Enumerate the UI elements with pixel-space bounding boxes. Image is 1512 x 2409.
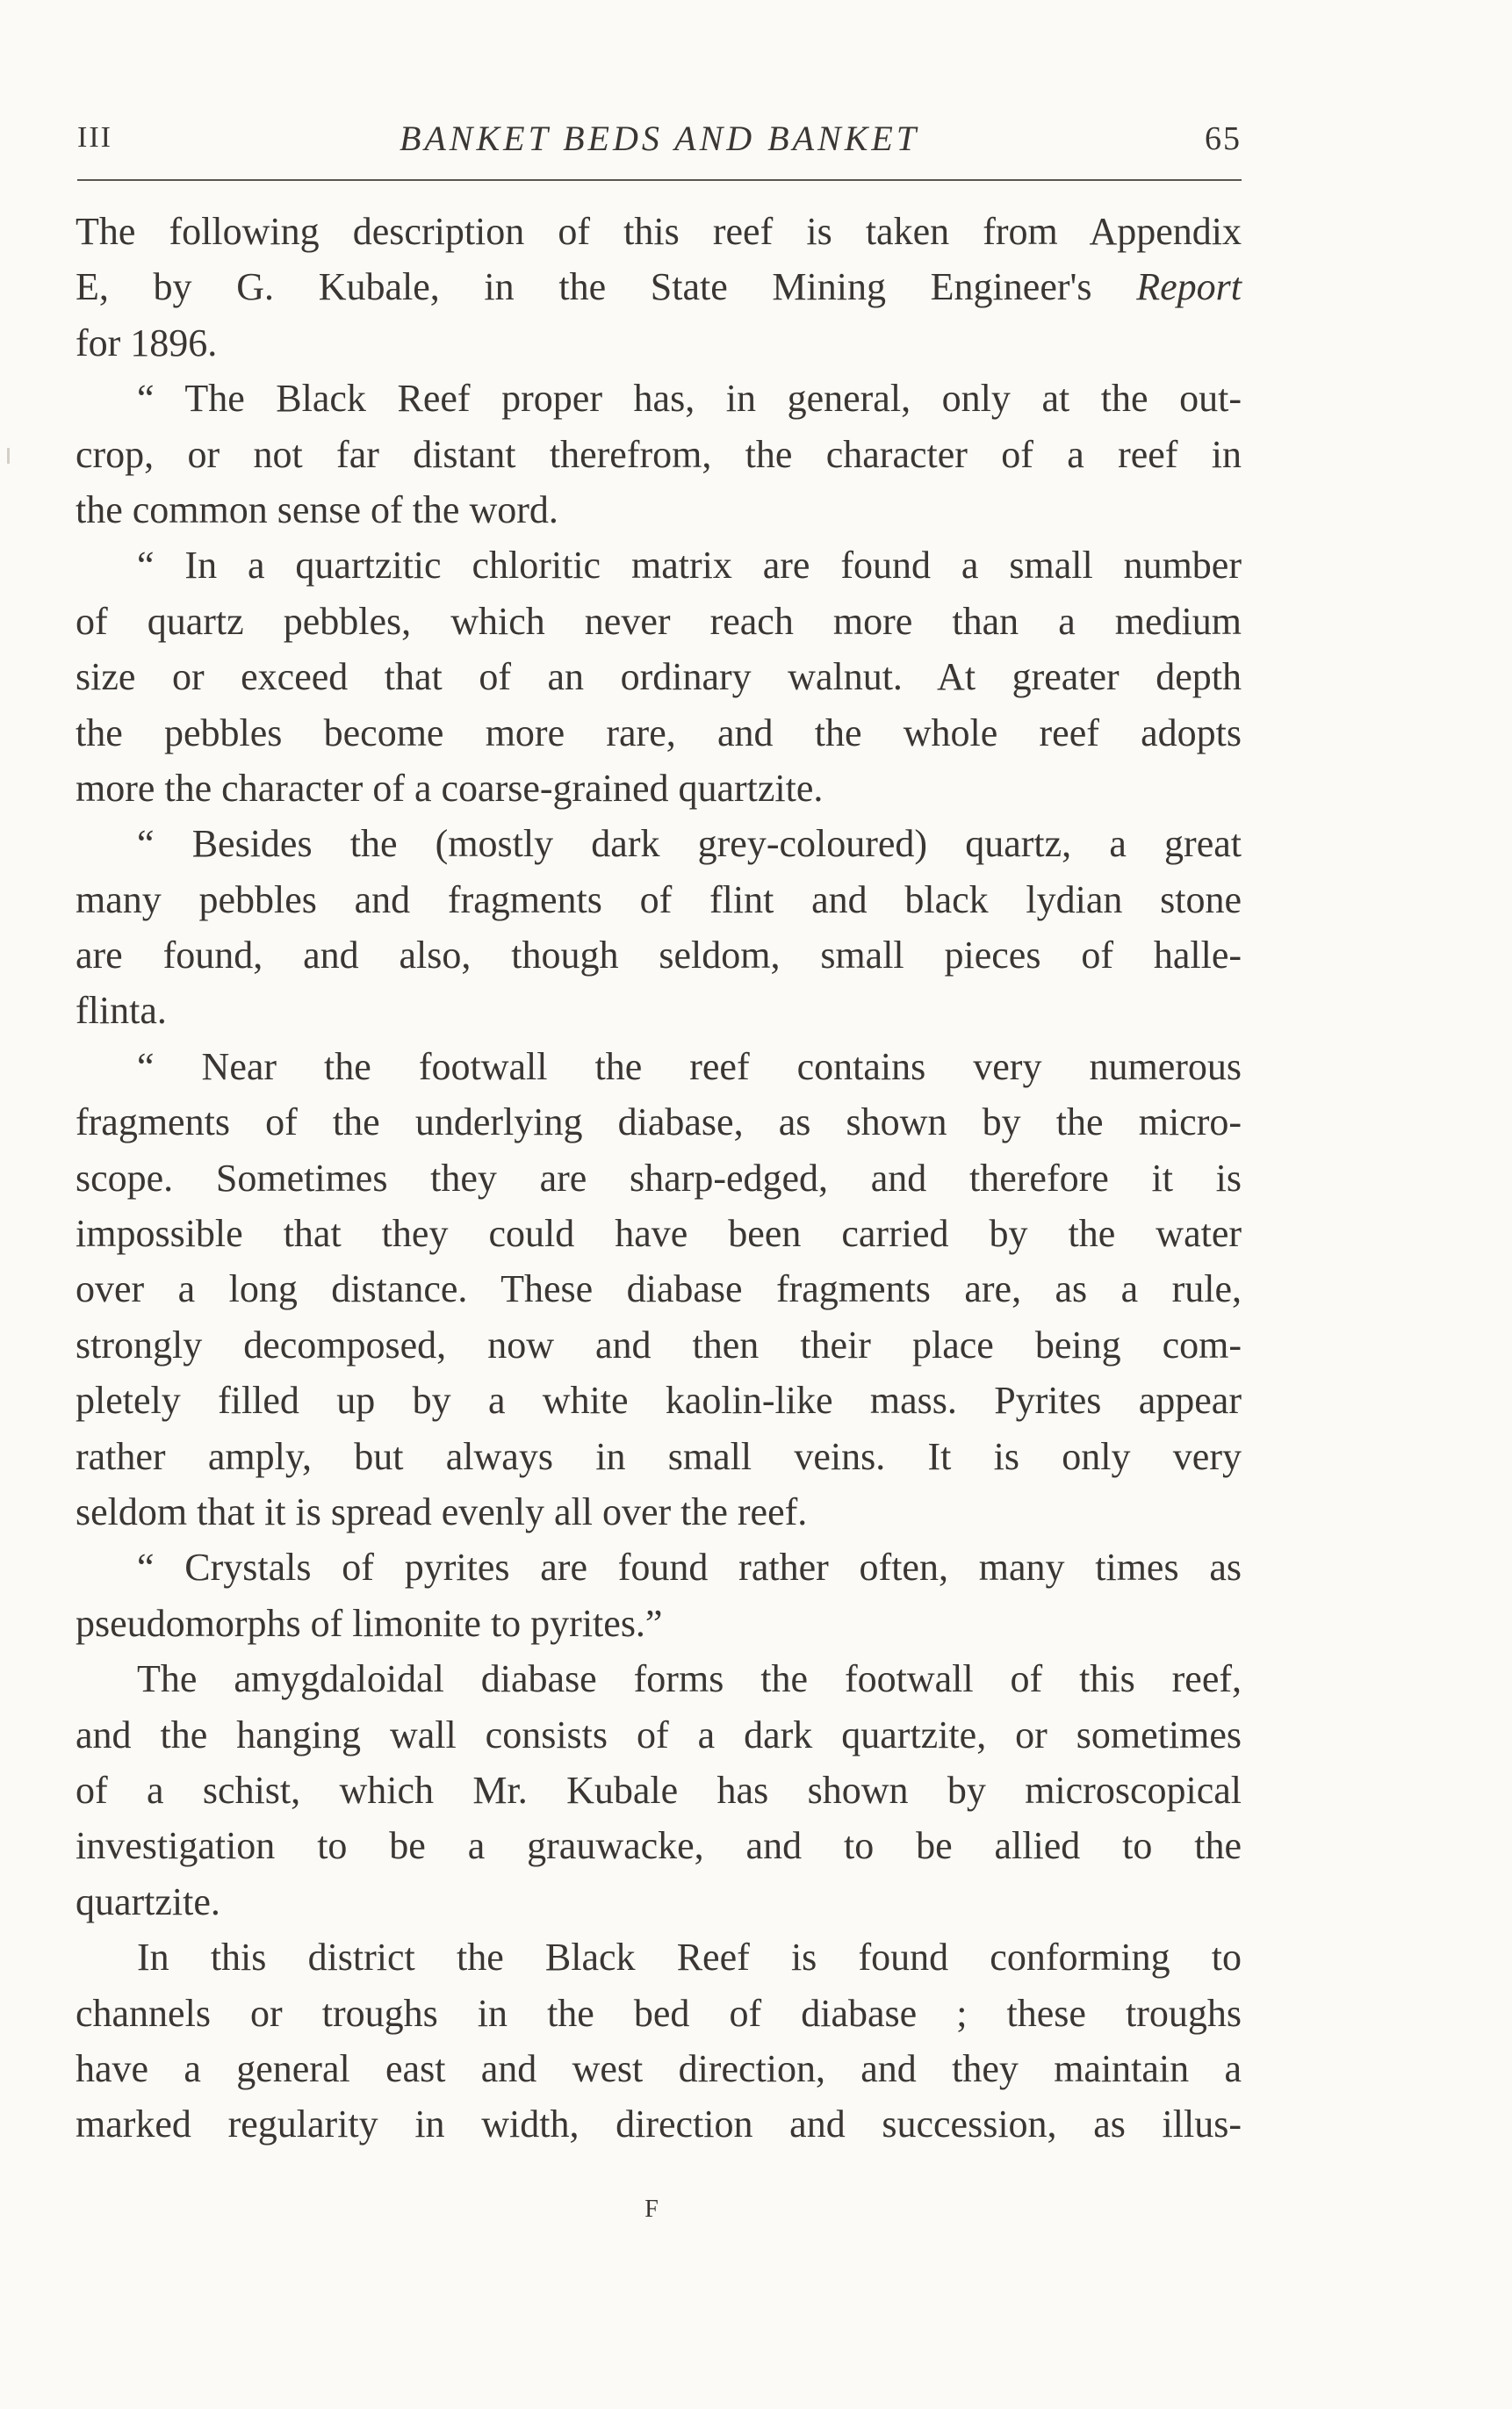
text-line-content: of a schist, which Mr. Kubale has shown by microscopical xyxy=(76,1768,1242,1812)
text-line-content: are found, and also, though seldom, small pieces of halle- xyxy=(76,934,1242,977)
text-line xyxy=(76,1261,1242,1316)
text-line-content: “ Crystals of pyrites are found rather often, many times as xyxy=(137,1546,1242,1590)
running-title: BANKET BEDS AND BANKET xyxy=(399,119,920,158)
text-line-content: marked regularity in width, direction and succession, as illus- xyxy=(76,2102,1242,2146)
text-line xyxy=(76,872,1242,927)
text-line xyxy=(76,1596,1242,1651)
text-line-content: “ The Black Reef proper has, in general, only at the out- xyxy=(137,377,1242,421)
text-line-content: In this district the Black Reef is found conforming to xyxy=(137,1936,1242,1980)
page-number: 65 xyxy=(1205,120,1242,157)
text-line-content: over a long distance. These diabase fragments are, as a rule, xyxy=(76,1267,1242,1311)
text-line xyxy=(76,1206,1242,1261)
text-line-content: of quartz pebbles, which never reach more than a medium xyxy=(76,599,1242,643)
text-line-content: strongly decomposed, now and then their place being com- xyxy=(76,1323,1242,1367)
text-line xyxy=(76,649,1242,704)
text-line-content: flinta. xyxy=(76,989,167,1033)
text-line xyxy=(76,2096,1242,2152)
text-line xyxy=(76,705,1242,761)
text-line-content: more the character of a coarse-grained quartzite. xyxy=(76,766,824,810)
text-line-content: The following description of this reef is taken from Appendix xyxy=(76,210,1242,253)
text-line xyxy=(76,1874,1242,1929)
text-line xyxy=(76,1094,1242,1150)
text-line-content: “ In a quartzitic chloritic matrix are found a small number xyxy=(137,544,1242,588)
text-line-content: for 1896. xyxy=(76,321,218,364)
text-line xyxy=(76,1707,1242,1763)
text-line xyxy=(76,1651,1242,1706)
text-line xyxy=(76,259,1242,314)
text-line-content: rather amply, but always in small veins. It is only very xyxy=(76,1434,1242,1478)
signature-mark: F xyxy=(644,2196,660,2223)
text-line xyxy=(76,1150,1242,1206)
text-line-content: the common sense of the word. xyxy=(76,487,558,531)
text-line xyxy=(76,537,1242,593)
text-line xyxy=(76,2041,1242,2096)
text-line-content: “ Besides the (mostly dark grey-coloured) quartz, a great xyxy=(137,822,1242,866)
text-line-content: and the hanging wall consists of a dark quartzite, or sometimes xyxy=(76,1713,1242,1756)
text-line-content: many pebbles and fragments of flint and black lydian stone xyxy=(76,877,1242,921)
body-text xyxy=(76,204,1242,2153)
text-line xyxy=(76,427,1242,482)
text-line xyxy=(76,594,1242,649)
text-line-content: “ Near the footwall the reef contains very numerous xyxy=(137,1044,1242,1088)
text-line-content: the pebbles become more rare, and the whole reef adopts xyxy=(76,710,1242,754)
text-line xyxy=(76,1540,1242,1595)
text-line-content: size or exceed that of an ordinary walnut. At greater depth xyxy=(76,655,1242,699)
text-line-content: seldom that it is spread evenly all over the reef. xyxy=(76,1489,808,1533)
text-line xyxy=(76,371,1242,426)
text-line-content: scope. Sometimes they are sharp-edged, and therefore it is xyxy=(76,1156,1242,1200)
text-line-content: quartzite. xyxy=(76,1879,220,1923)
text-line xyxy=(76,1317,1242,1373)
text-line xyxy=(76,1373,1242,1428)
text-line xyxy=(76,1818,1242,1873)
text-line-content: channels or troughs in the bed of diabase ; these troughs xyxy=(76,1991,1242,2035)
text-line-content: have a general east and west direction, and they maintain a xyxy=(76,2046,1242,2090)
text-line-content: pseudomorphs of limonite to pyrites.” xyxy=(76,1601,663,1645)
text-line xyxy=(76,204,1242,259)
text-line xyxy=(76,983,1242,1038)
text-line xyxy=(76,1986,1242,2041)
text-line-content: impossible that they could have been carried by the water xyxy=(76,1212,1242,1256)
text-line-content: crop, or not far distant therefrom, the character of a reef in xyxy=(76,432,1242,476)
text-line-content: investigation to be a grauwacke, and to be allied to the xyxy=(76,1824,1242,1868)
paper-speck xyxy=(7,448,10,464)
text-line xyxy=(76,761,1242,816)
text-line xyxy=(76,1484,1242,1540)
chapter-number: III xyxy=(77,121,112,154)
text-line-content: E, by G. Kubale, in the State Mining Engineer's xyxy=(76,265,1137,309)
text-line xyxy=(76,1929,1242,1985)
text-line xyxy=(76,927,1242,983)
text-line xyxy=(76,1763,1242,1818)
italic-word: Report xyxy=(1136,265,1242,309)
text-line-content: pletely filled up by a white kaolin-like mass. Pyrites appear xyxy=(76,1379,1242,1423)
text-line xyxy=(76,1039,1242,1094)
text-line xyxy=(76,1429,1242,1484)
text-line-content: fragments of the underlying diabase, as shown by the micro- xyxy=(76,1100,1242,1144)
header-rule xyxy=(77,179,1242,181)
text-line-content: The amygdaloidal diabase forms the footwall of this reef, xyxy=(137,1657,1242,1701)
text-line xyxy=(76,482,1242,537)
text-line xyxy=(76,816,1242,871)
text-line xyxy=(76,315,1242,371)
running-head xyxy=(77,114,1242,167)
